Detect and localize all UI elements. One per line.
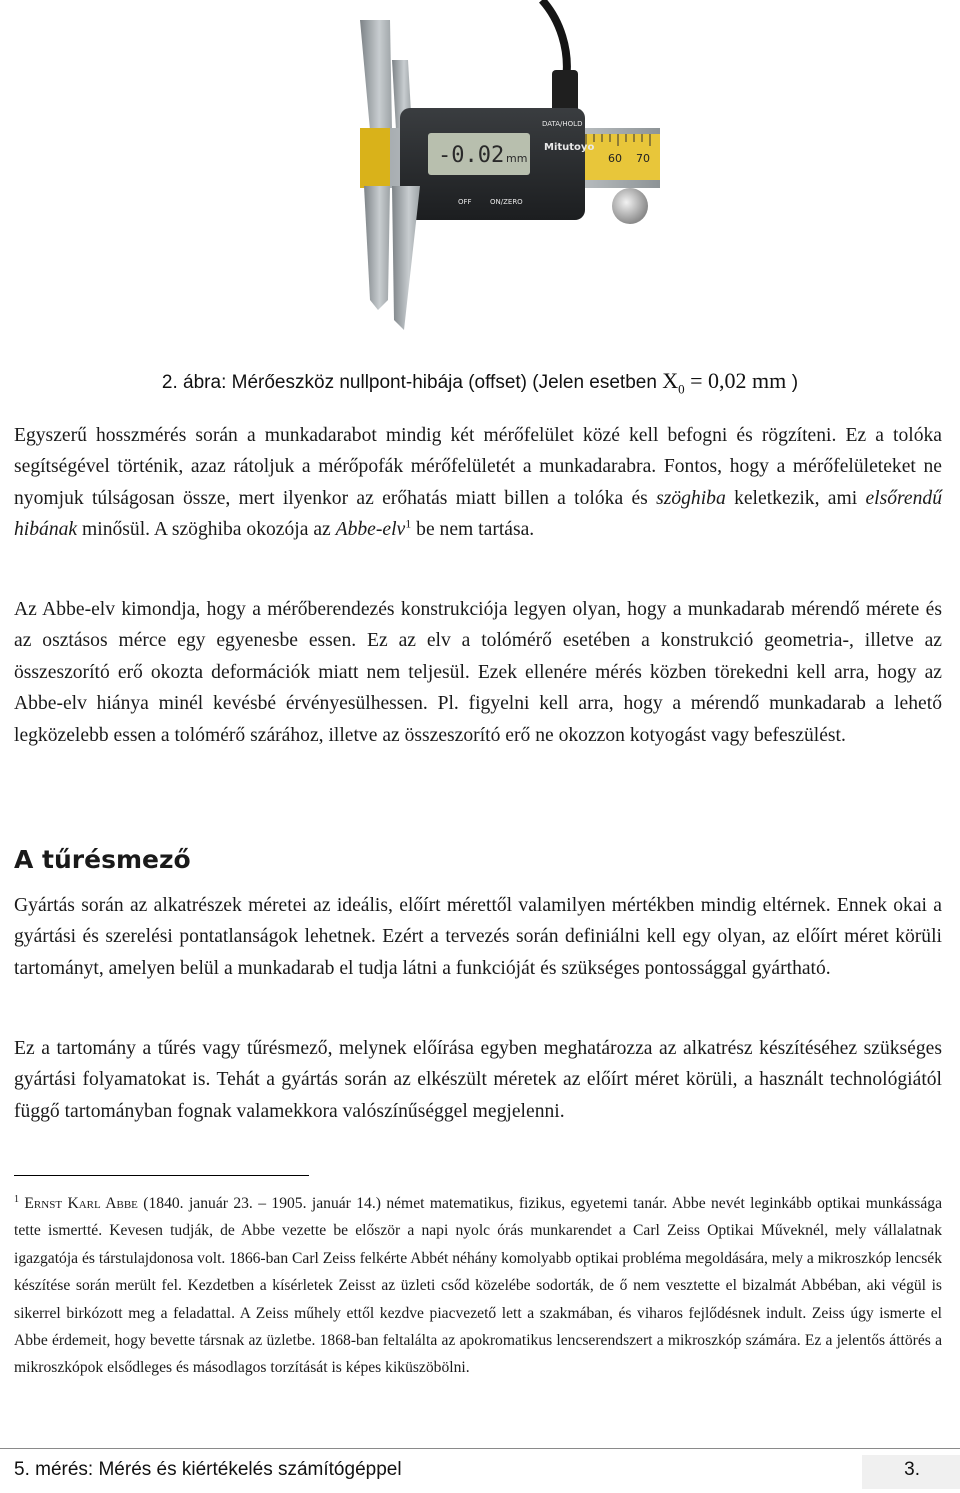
para1-text-2: keletkezik, ami bbox=[725, 487, 866, 509]
scale-number-60: 60 bbox=[608, 152, 622, 165]
paragraph-tolerance-intro: Gyártás során az alkatrészek méretei az ideális, előírt mérettől valamilyen mértékben mindig eltérnek. Ennek okai a gyártási és szerelési pontatlanságok lehetnek. Ezért a tervezés során definiálni kell egy olyan, az előírt méret körüli tartományt, amelyen belül a munkadarab el tudja látni a funkcióját és szükséges pontossággal gyártható. bbox=[14, 895, 942, 979]
paragraph-abbe-principle: Az Abbe-elv kimondja, hogy a mérőberendezés konstrukciója legyen olyan, hogy a munkadarab mérendő mérete és az osztásos mérce egy egyenesbe essen. Ez az elv a tolómérő esetében a konstrukció geometria-, illetve az összeszorító erő okozta deformációk miatt nem teljesül. Ezek ellenére mérés közben törekedni kell arra, hogy az Abbe-elv hiánya minél kevésbé érvényesülhessen. Pl. figyelni kell arra, hogy a mérendő munkadarab a lehető legközelebb essen a tolómérő szárához, illetve az összeszorító erő ne okozzon kotyogást vagy befeszülést. bbox=[14, 599, 942, 746]
lcd-reading: -0.02 bbox=[438, 143, 505, 168]
para1-text-1: Egyszerű hosszmérés során a munkadarabot mindig két mérőfelület közé kell befogni és rögzíteni. Ez a tolóka segítségével történik, azaz rátoljuk a mérőpofák mérőfelületét a munkadarabra. Fontos, hogy a mérőfelületeket ne nyomjuk túlságosan össze, mert ilyenkor az erőhatás miatt billen a tolóka és bbox=[14, 425, 942, 509]
digital-caliper-illustration bbox=[330, 0, 670, 340]
footer-divider bbox=[0, 1448, 960, 1449]
footnote-name: Ernst Karl Abbe bbox=[24, 1195, 138, 1212]
lcd-unit: mm bbox=[506, 152, 528, 165]
footnote-marker: 1 bbox=[14, 1193, 19, 1205]
para1-text-4: be nem tartása. bbox=[411, 519, 535, 541]
off-label: OFF bbox=[458, 198, 472, 206]
caliper-figure bbox=[330, 0, 670, 340]
caption-text: Mérőeszköz nullpont-hibája (offset) (Jelen esetben bbox=[231, 372, 663, 393]
caption-prefix: 2. ábra bbox=[161, 372, 222, 393]
footer-title: 5. mérés: Mérés és kiértékelés számítógéppel bbox=[14, 1459, 402, 1480]
para1-text-3: minősül. A szöghiba okozója az bbox=[77, 519, 336, 541]
caption-symbol-x: X bbox=[662, 368, 679, 393]
para1-italic-elsorendu: elsőrendű hibának bbox=[14, 487, 943, 541]
caption-subscript: 0 bbox=[678, 381, 685, 397]
paragraph-tolerance-range: Ez a tartomány a tűrés vagy tűrésmező, melynek előírása egyben meghatározza az alkatrész készítéséhez szükséges gyártási folyamatokat is. Tehát a gyártás során az elkészült méretek az előírt méret körüli, a használt technológiától függő tartományban fognak valamekkora valószínűséggel megjelenni. bbox=[14, 1038, 942, 1122]
footnote bbox=[14, 1190, 942, 1382]
page-number: 3. bbox=[904, 1459, 920, 1480]
para1-italic-szoghiba: szöghiba bbox=[656, 487, 726, 509]
data-hold-label: DATA/HOLD bbox=[542, 120, 583, 128]
caption-suffix: ) bbox=[791, 372, 799, 393]
caption-symbol bbox=[662, 368, 685, 397]
caption-colon: : bbox=[221, 372, 232, 393]
footnote-reference[interactable]: 1 bbox=[405, 516, 412, 531]
on-zero-label: ON/ZERO bbox=[490, 198, 523, 206]
paragraph-measurement bbox=[14, 420, 942, 546]
footnote-divider bbox=[14, 1175, 309, 1176]
section-heading: A tűrésmező bbox=[14, 845, 191, 874]
figure-caption bbox=[0, 368, 960, 397]
caption-value: = 0,02 mm bbox=[684, 368, 792, 393]
brand-label: Mitutoyo bbox=[544, 142, 595, 153]
scale-number-70: 70 bbox=[636, 152, 650, 165]
footnote-text: (1840. január 23. – 1905. január 14.) német matematikus, fizikus, egyetemi tanár. Abbe nevét leginkább optikai munkássága tette ismertté. Kevesen tudják, de Abbe vezette be először a napi nyolc órás munkarendet a Carl Zeiss Optikai Műveknél, mely vállalatnak igazgatója és társtulajdonosa volt. 1866-ban Carl Zeiss felkérte Abbét néhány komolyabb optikai probléma megoldására, mely a mikroszkóp lencsék készítése során merült fel. Kezdetben a kísérletek Zeisst az üzleti csőd közelébe sodorták, de ő nem vesztette el bizalmát Abbéban, aki végül is sikerrel birkózott meg a feladattal. A Zeiss műhely ettől kezdve piacvezető lett a szakmában, és viharos fejlődésnek indult. Zeiss úgy ismerte el Abbe érdemeit, hogy bevette társnak az üzletbe. 1868-ban feltalálta az apokromatikus lencserendszert a mikroszkóp számára. Ez a jelentős áttörés a mikroszkópok elsődleges és másodlagos torzítását is képes kiküszöbölni. bbox=[14, 1195, 942, 1377]
thumb-roller-icon bbox=[612, 188, 648, 224]
page-footer bbox=[0, 1455, 960, 1489]
para1-italic-abbe-elv: Abbe-elv bbox=[335, 519, 406, 541]
